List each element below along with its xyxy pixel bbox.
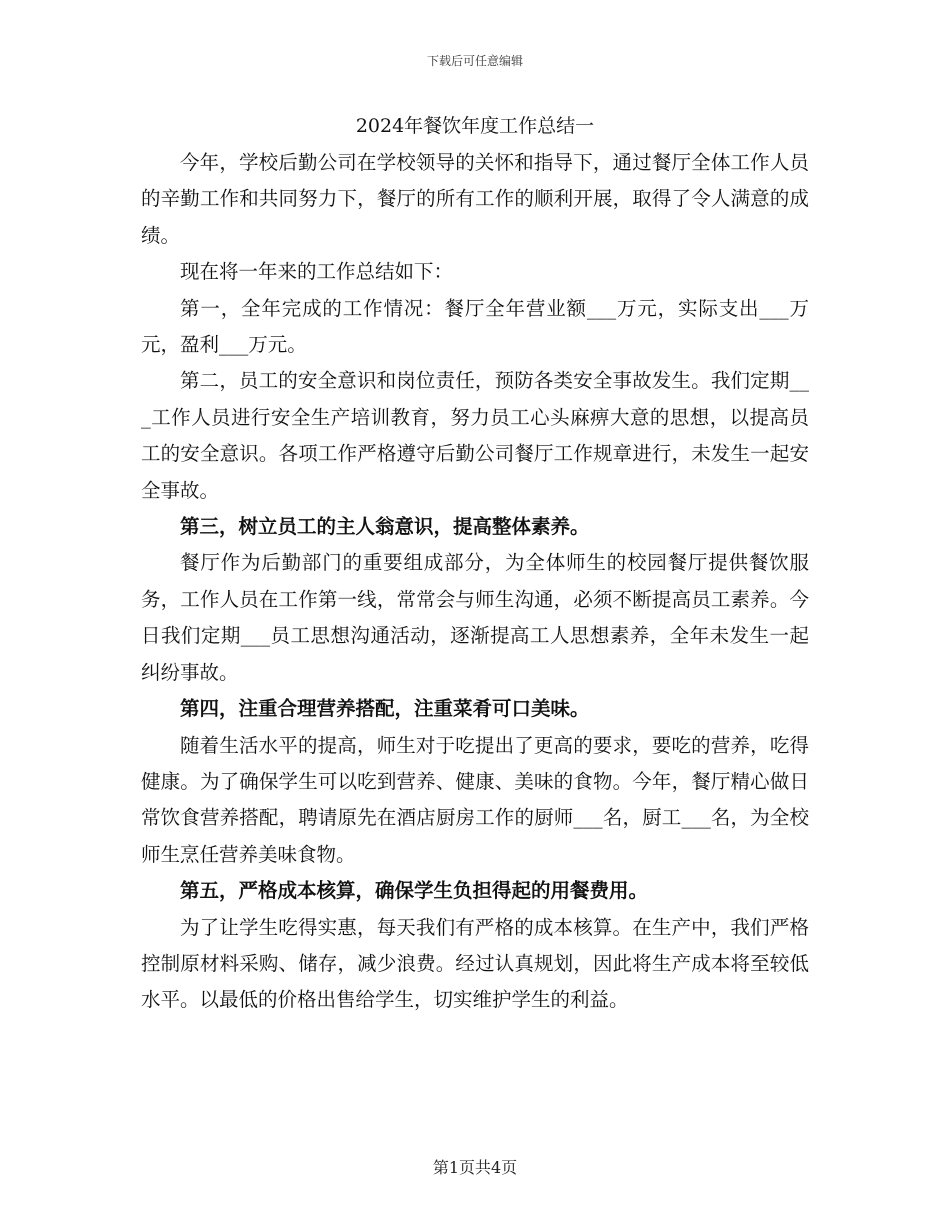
- paragraph-first: 第一，全年完成的工作情况：餐厅全年营业额___万元，实际支出___万元，盈利___万元。: [141, 296, 809, 357]
- header-note: 下载后可任意编辑: [426, 54, 523, 68]
- document-title: 2024年餐饮年度工作总结一: [355, 115, 595, 137]
- document-body: [141, 145, 809, 1019]
- paragraph-fifth: 为了让学生吃得实惠，每天我们有严格的成本核算。在生产中，我们严格控制原材料采购、储存，减少浪费。经过认真规划，因此将生产成本将至较低水平。以最低的价格出售给学生，切实维护学生的利益。: [141, 915, 809, 1012]
- paragraph-intro: 今年，学校后勤公司在学校领导的关怀和指导下，通过餐厅全体工作人员的辛勤工作和共同努力下，餐厅的所有工作的顺利开展，取得了令人满意的成绩。: [141, 151, 809, 247]
- paragraph-second: 第二，员工的安全意识和岗位责任，预防各类安全事故发生。我们定期___工作人员进行安全生产培训教育，努力员工心头麻痹大意的思想，以提高员工的安全意识。各项工作严格遵守后勤公司餐厅工作规章进行，未发生一起安全事故。: [141, 369, 809, 502]
- section-heading-third: 第三，树立员工的主人翁意识，提高整体素养。: [180, 515, 590, 539]
- paragraph-fourth: 随着生活水平的提高，师生对于吃提出了更高的要求，要吃的营养，吃得健康。为了确保学生可以吃到营养、健康、美味的食物。今年，餐厅精心做日常饮食营养搭配，聘请原先在酒店厨房工作的厨师___名，厨工___名，为全校师生烹任营养美味食物。: [141, 733, 809, 866]
- section-heading-fifth: 第五，严格成本核算，确保学生负担得起的用餐费用。: [180, 879, 649, 903]
- page-number: 第1页共4页: [432, 1158, 518, 1177]
- section-heading-fourth: 第四，注重合理营养搭配，注重菜肴可口美味。: [180, 697, 590, 721]
- paragraph-summary-lead: 现在将一年来的工作总结如下：: [180, 260, 454, 284]
- paragraph-third: 餐厅作为后勤部门的重要组成部分，为全体师生的校园餐厅提供餐饮服务，工作人员在工作第一线，常常会与师生沟通，必须不断提高员工素养。今日我们定期___员工思想沟通活动，逐渐提高工人思想素养，全年未发生一起纠纷事故。: [141, 551, 809, 684]
